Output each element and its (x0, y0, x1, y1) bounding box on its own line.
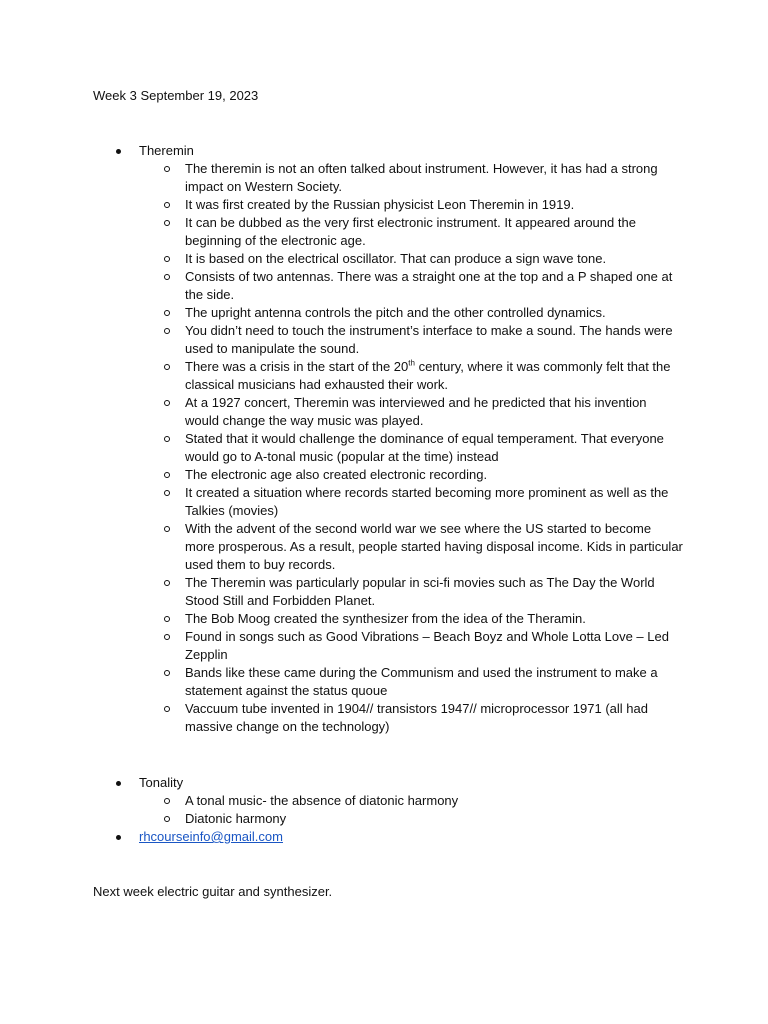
list-item: Found in songs such as Good Vibrations – Beach Boyz and Whole Lotta Love – Led Zepplin (139, 628, 684, 664)
list-item: Bands like these came during the Communism and used the instrument to make a statement against the status quoue (139, 664, 684, 700)
list-item-crisis: There was a crisis in the start of the 20th century, where it was commonly felt that the classical musicians had exhausted their work. (139, 358, 684, 394)
sub-bullet-icon (164, 436, 170, 442)
footer-note: Next week electric guitar and synthesizer. (93, 884, 333, 899)
sub-bullet-icon (164, 328, 170, 334)
list-item: At a 1927 concert, Theremin was interviewed and he predicted that his invention would change the way music was played. (139, 394, 684, 430)
sub-bullet-icon (164, 526, 170, 532)
sub-bullet-icon (164, 634, 170, 640)
list-item: The Bob Moog created the synthesizer from the idea of the Theramin. (139, 610, 684, 628)
bullet-theremin (93, 142, 684, 736)
bullet-dot-icon (116, 835, 121, 840)
sub-bullet-icon (164, 400, 170, 406)
sub-bullet-icon (164, 616, 170, 622)
tonality-section (93, 774, 684, 846)
sub-bullet-icon (164, 490, 170, 496)
page-heading: Week 3 September 19, 2023 (93, 88, 259, 103)
sub-bullet-icon (164, 220, 170, 226)
list-item: Stated that it would challenge the dominance of equal temperament. That everyone would go to A-tonal music (popular at the time) instead (139, 430, 684, 466)
theremin-section (93, 142, 684, 736)
list-item: It is based on the electrical oscillator. That can produce a sign wave tone. (139, 250, 684, 268)
list-item: It created a situation where records started becoming more prominent as well as the Talkies (movies) (139, 484, 684, 520)
tonality-notes (139, 792, 684, 828)
sub-bullet-icon (164, 580, 170, 586)
email-link[interactable]: rhcourseinfo@gmail.com (139, 829, 283, 844)
sub-bullet-icon (164, 472, 170, 478)
list-item: The Theremin was particularly popular in sci-fi movies such as The Day the World Stood Still and Forbidden Planet. (139, 574, 684, 610)
list-item: With the advent of the second world war we see where the US started to become more prosperous. As a result, people started having disposal income. Kids in particular used them to buy records. (139, 520, 684, 574)
list-item: You didn’t need to touch the instrument’s interface to make a sound. The hands were used to manipulate the sound. (139, 322, 684, 358)
list-item: Consists of two antennas. There was a straight one at the top and a P shaped one at the side. (139, 268, 684, 304)
sub-bullet-icon (164, 310, 170, 316)
bullet-tonality (93, 774, 684, 828)
bullet-dot-icon (116, 781, 121, 786)
sub-bullet-icon (164, 256, 170, 262)
list-item: The theremin is not an often talked about instrument. However, it has had a strong impact on Western Society. (139, 160, 684, 196)
list-item: Diatonic harmony (139, 810, 684, 828)
sub-bullet-icon (164, 274, 170, 280)
sub-bullet-icon (164, 364, 170, 370)
sub-bullet-icon (164, 798, 170, 804)
sub-bullet-icon (164, 670, 170, 676)
list-item: The electronic age also created electronic recording. (139, 466, 684, 484)
section-title-theremin: Theremin (139, 143, 194, 158)
sub-bullet-icon (164, 816, 170, 822)
list-item: It can be dubbed as the very first electronic instrument. It appeared around the beginning of the electronic age. (139, 214, 684, 250)
theremin-notes (139, 160, 684, 736)
list-item: It was first created by the Russian physicist Leon Theremin in 1919. (139, 196, 684, 214)
sub-bullet-icon (164, 202, 170, 208)
list-item: A tonal music- the absence of diatonic harmony (139, 792, 684, 810)
list-item: Vaccuum tube invented in 1904// transistors 1947// microprocessor 1971 (all had massive change on the technology) (139, 700, 684, 736)
bullet-dot-icon (116, 149, 121, 154)
sub-bullet-icon (164, 166, 170, 172)
section-title-tonality: Tonality (139, 775, 184, 790)
bullet-email (93, 828, 684, 846)
sub-bullet-icon (164, 706, 170, 712)
list-item: The upright antenna controls the pitch and the other controlled dynamics. (139, 304, 684, 322)
